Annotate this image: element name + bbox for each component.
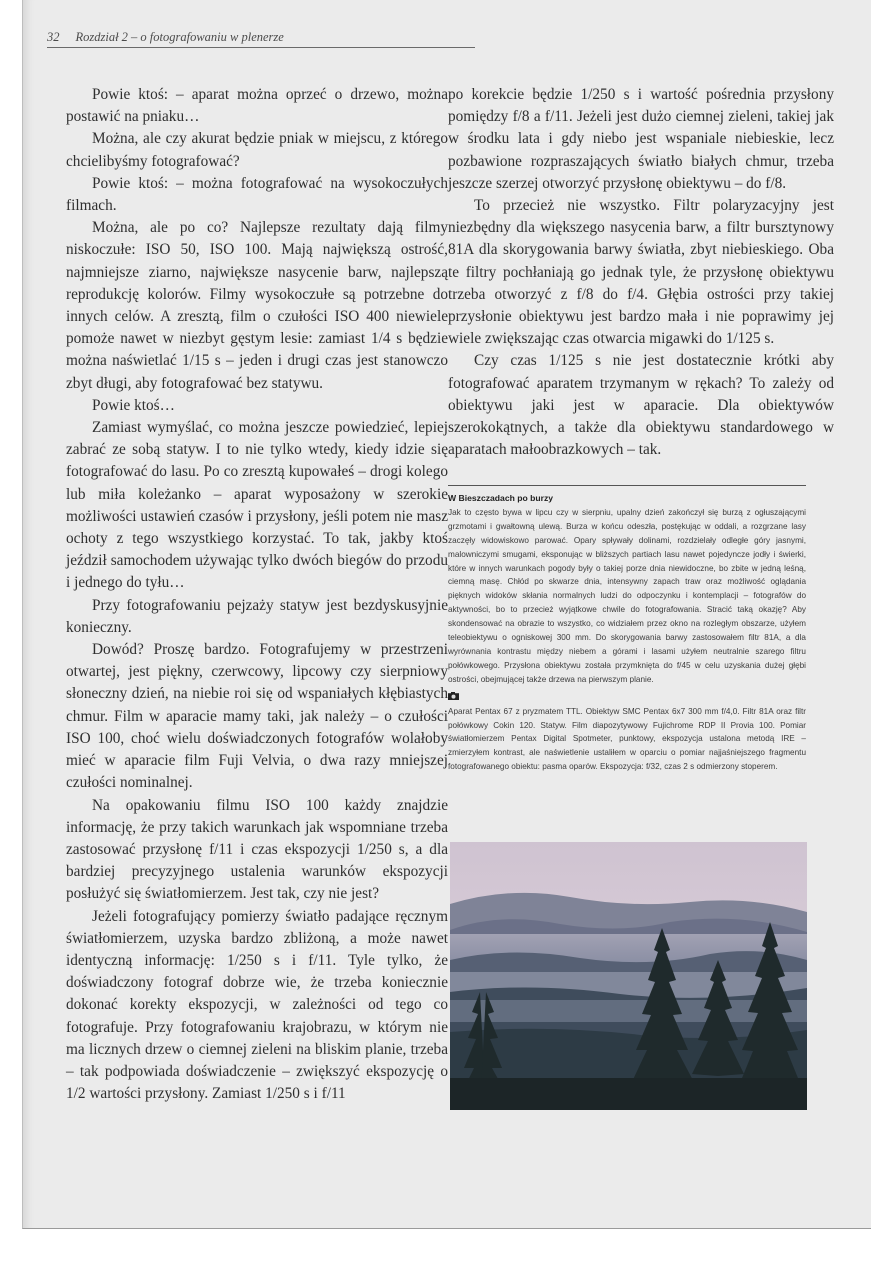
landscape-photo <box>450 842 807 1110</box>
paragraph: Powie ktoś… <box>92 396 175 414</box>
paragraph: po korekcie będzie 1/250 s i wartość pośrednia przysłony pomiędzy f/8 a f/11. Jeżeli jest dużo ciemnej zieleni, takiej jak w środku lata i gdy niebo jest wspaniale niebieskie, lecz pozbawione rozpraszających światło białych chmur, trzeba jeszcze szerzej otworzyć przysłonę obiektywu – do f/8. <box>448 86 834 192</box>
mountain-forest-image <box>450 842 807 1110</box>
caption-divider <box>448 485 806 486</box>
caption-title: W Bieszczadach po burzy <box>448 493 554 503</box>
photo-caption <box>448 492 806 774</box>
paragraph: Dowód? Proszę bardzo. Fotografujemy w przestrzeni otwartej, jest piękny, czerwcowy, lipcowy czy sierpniowy słoneczny dzień, na niebie roi się od wspaniałych kłębiastych chmur. Film w aparacie mamy taki, jak należy – o czułości ISO 100, choć wielu doświadczonych fotografów wolałoby mieć w aparacie film Fuji Velvia, o dwa razy mniejszej czułości nominalnej. <box>66 641 448 792</box>
paragraph: Można, ale po co? Najlepsze rezultaty dają filmy niskoczułe: ISO 50, ISO 100. Mają największą ostrość, najmniejsze ziarno, największe nasycenie barw, najlepszą reprodukcję kolorów. Filmy wysokoczułe są potrzebne do innych celów. A zresztą, film o czułości ISO 400 niewiele pomoże nawet w niezbyt gęstym lesie: zamiast 1/4 s będzie można naświetlać 1/15 s – jeden i drugi czas jest stanowczo zbyt długi, aby fotografować bez statywu. <box>66 219 448 392</box>
paragraph: Można, ale czy akurat będzie pniak w miejscu, z którego chcielibyśmy fotografować? <box>66 130 448 170</box>
camera-icon <box>448 691 459 699</box>
paragraph: To przecież nie wszystko. Filtr polaryzacyjny jest niezbędny dla większego nasycenia barw, a filtr bursztynowy 81A dla skorygowania barwy światła, zbyt niebieskiego. Oba te filtry pochłaniają go jednak tyle, że przysłonę obiektywu trzeba otworzyć z f/8 do f/4. Głębia ostrości przy takiej przysłonie obiektywu jest bardzo mała i nie poprawimy jej wiele zwiększając czas otwarcia migawki do 1/125 s. <box>448 197 834 348</box>
left-text-column <box>66 84 448 1105</box>
caption-tech-details: Aparat Pentax 67 z pryzmatem TTL. Obiektyw SMC Pentax 6x7 300 mm f/4,0. Filtr 81A oraz filtr połówkowy Cokin 120. Statyw. Film diapozytywowy Fujichrome RDP II Provia 100. Pomiar światłomierzem Pentax Digital Spotmeter, punktowy, ekspozycja ustalona metodą IRE – zmierzyłem kontrast, ale naświetlenie ustaliłem w oparciu o pomiar najjaśniejszego fragmentu fotografowanego obiektu: pasma oparów. Ekspozycja: f/32, czas 2 s odmierzony stoperem. <box>448 706 806 772</box>
caption-text: Jak to często bywa w lipcu czy w sierpniu, upalny dzień zakończył się burzą z ogłuszającymi grzmotami i gwałtowną ulewą. Burza w końcu odeszła, postękując w oddali, a rozgrzane lasy zaczęły widowiskowo parować. Opary spływały dolinami, rozdzielały odległe góry jasnymi, malowniczymi smugami, eksponując w bliższych partiach lasu nawet pojedyncze jodły i świerki, które w innych warunkach pogody były o takiej porze dnia niewidoczne, bo zbite w jedną leśną, ciemną masę. Chłód po skwarze dnia, intensywny zapach traw oraz możliwość oglądania pięknych widoków skłania normalnych ludzi do odpoczynku i kontemplacji – fotografów do aktywności, bo to przecież wyjątkowe chwile do fotografowania. Stracić taką okazję? Aby skondensować na obrazie to wszystko, co widziałem przez okno na rozległym obszarze, użyłem teleobiektywu o ogniskowej 300 mm. Do skorygowania barwy zastosowałem filtr 81A, a dla wyrównania kontrastu między niebem a górami i lasami użyłem neutralnie szarego filtru połówkowego. Przysłona obiektywu została przymknięta do f/45 w celu uzyskania dużej głębi ostrości, obejmującej także drzewa na pierwszym planie. <box>448 507 806 684</box>
right-text-column <box>448 84 834 461</box>
paragraph: Powie ktoś: – aparat można oprzeć o drzewo, można postawić na pniaku… <box>66 86 448 126</box>
paragraph: Na opakowaniu filmu ISO 100 każdy znajdzie informację, że przy takich warunkach jak wspomniane trzeba zastosować przysłonę f/11 i czas ekspozycji 1/250 s, a dla bardziej precyzyjnego ustalenia warunków ekspozycji posłużyć się światłomierzem. Jest tak, czy nie jest? <box>66 796 448 903</box>
page-number: 32 <box>47 30 60 44</box>
running-title: Rozdział 2 – o fotografowaniu w plenerze <box>75 30 284 44</box>
paragraph: Czy czas 1/125 s nie jest dostatecznie krótki aby fotografować aparatem trzymanym w rękach? To zależy od obiektywu jaki jest w aparacie. Dla obiektywów szerokokątnych, a także dla obiektywu standardowego w aparatach małoobrazkowych – tak. <box>448 352 834 459</box>
paragraph: Zamiast wymyślać, co można jeszcze powiedzieć, lepiej zabrać ze sobą statyw. I to nie tylko wtedy, kiedy idzie się fotografować do lasu. Po co zresztą kupowałeś – drogi kolego lub miła koleżanko – aparat wyposażony w szerokie możliwości ustawień czasów i przysłony, jeśli potem nie masz ochoty z tego wszystkiego korzystać. To tak, jakby ktoś jeździł samochodem używając tylko dwóch biegów do przodu i jednego do tyłu… <box>66 419 448 592</box>
paragraph: Powie ktoś: – można fotografować na wysokoczułych filmach. <box>66 174 448 215</box>
running-head <box>47 30 475 48</box>
paragraph: Przy fotografowaniu pejzaży statyw jest bezdyskusyjnie konieczny. <box>66 596 448 636</box>
paragraph: Jeżeli fotografujący pomierzy światło padające ręcznym światłomierzem, uzyska bardzo zbliżoną, a może nawet identyczną informację: 1/250 s i f/11. Tyle tylko, że doświadczony fotograf dobrze wie, że trzeba koniecznie dokonać korekty ekspozycji, w zależności od tego co fotografuje. Przy fotografowaniu krajobrazu, w którym nie ma licznych drzew o ciemnej zieleni na bliskim planie, trzeba – tak podpowiada doświadczenie – zwiększyć ekspozycję o 1/2 wartości przysłony. Zamiast 1/250 s i f/11 <box>66 907 448 1103</box>
